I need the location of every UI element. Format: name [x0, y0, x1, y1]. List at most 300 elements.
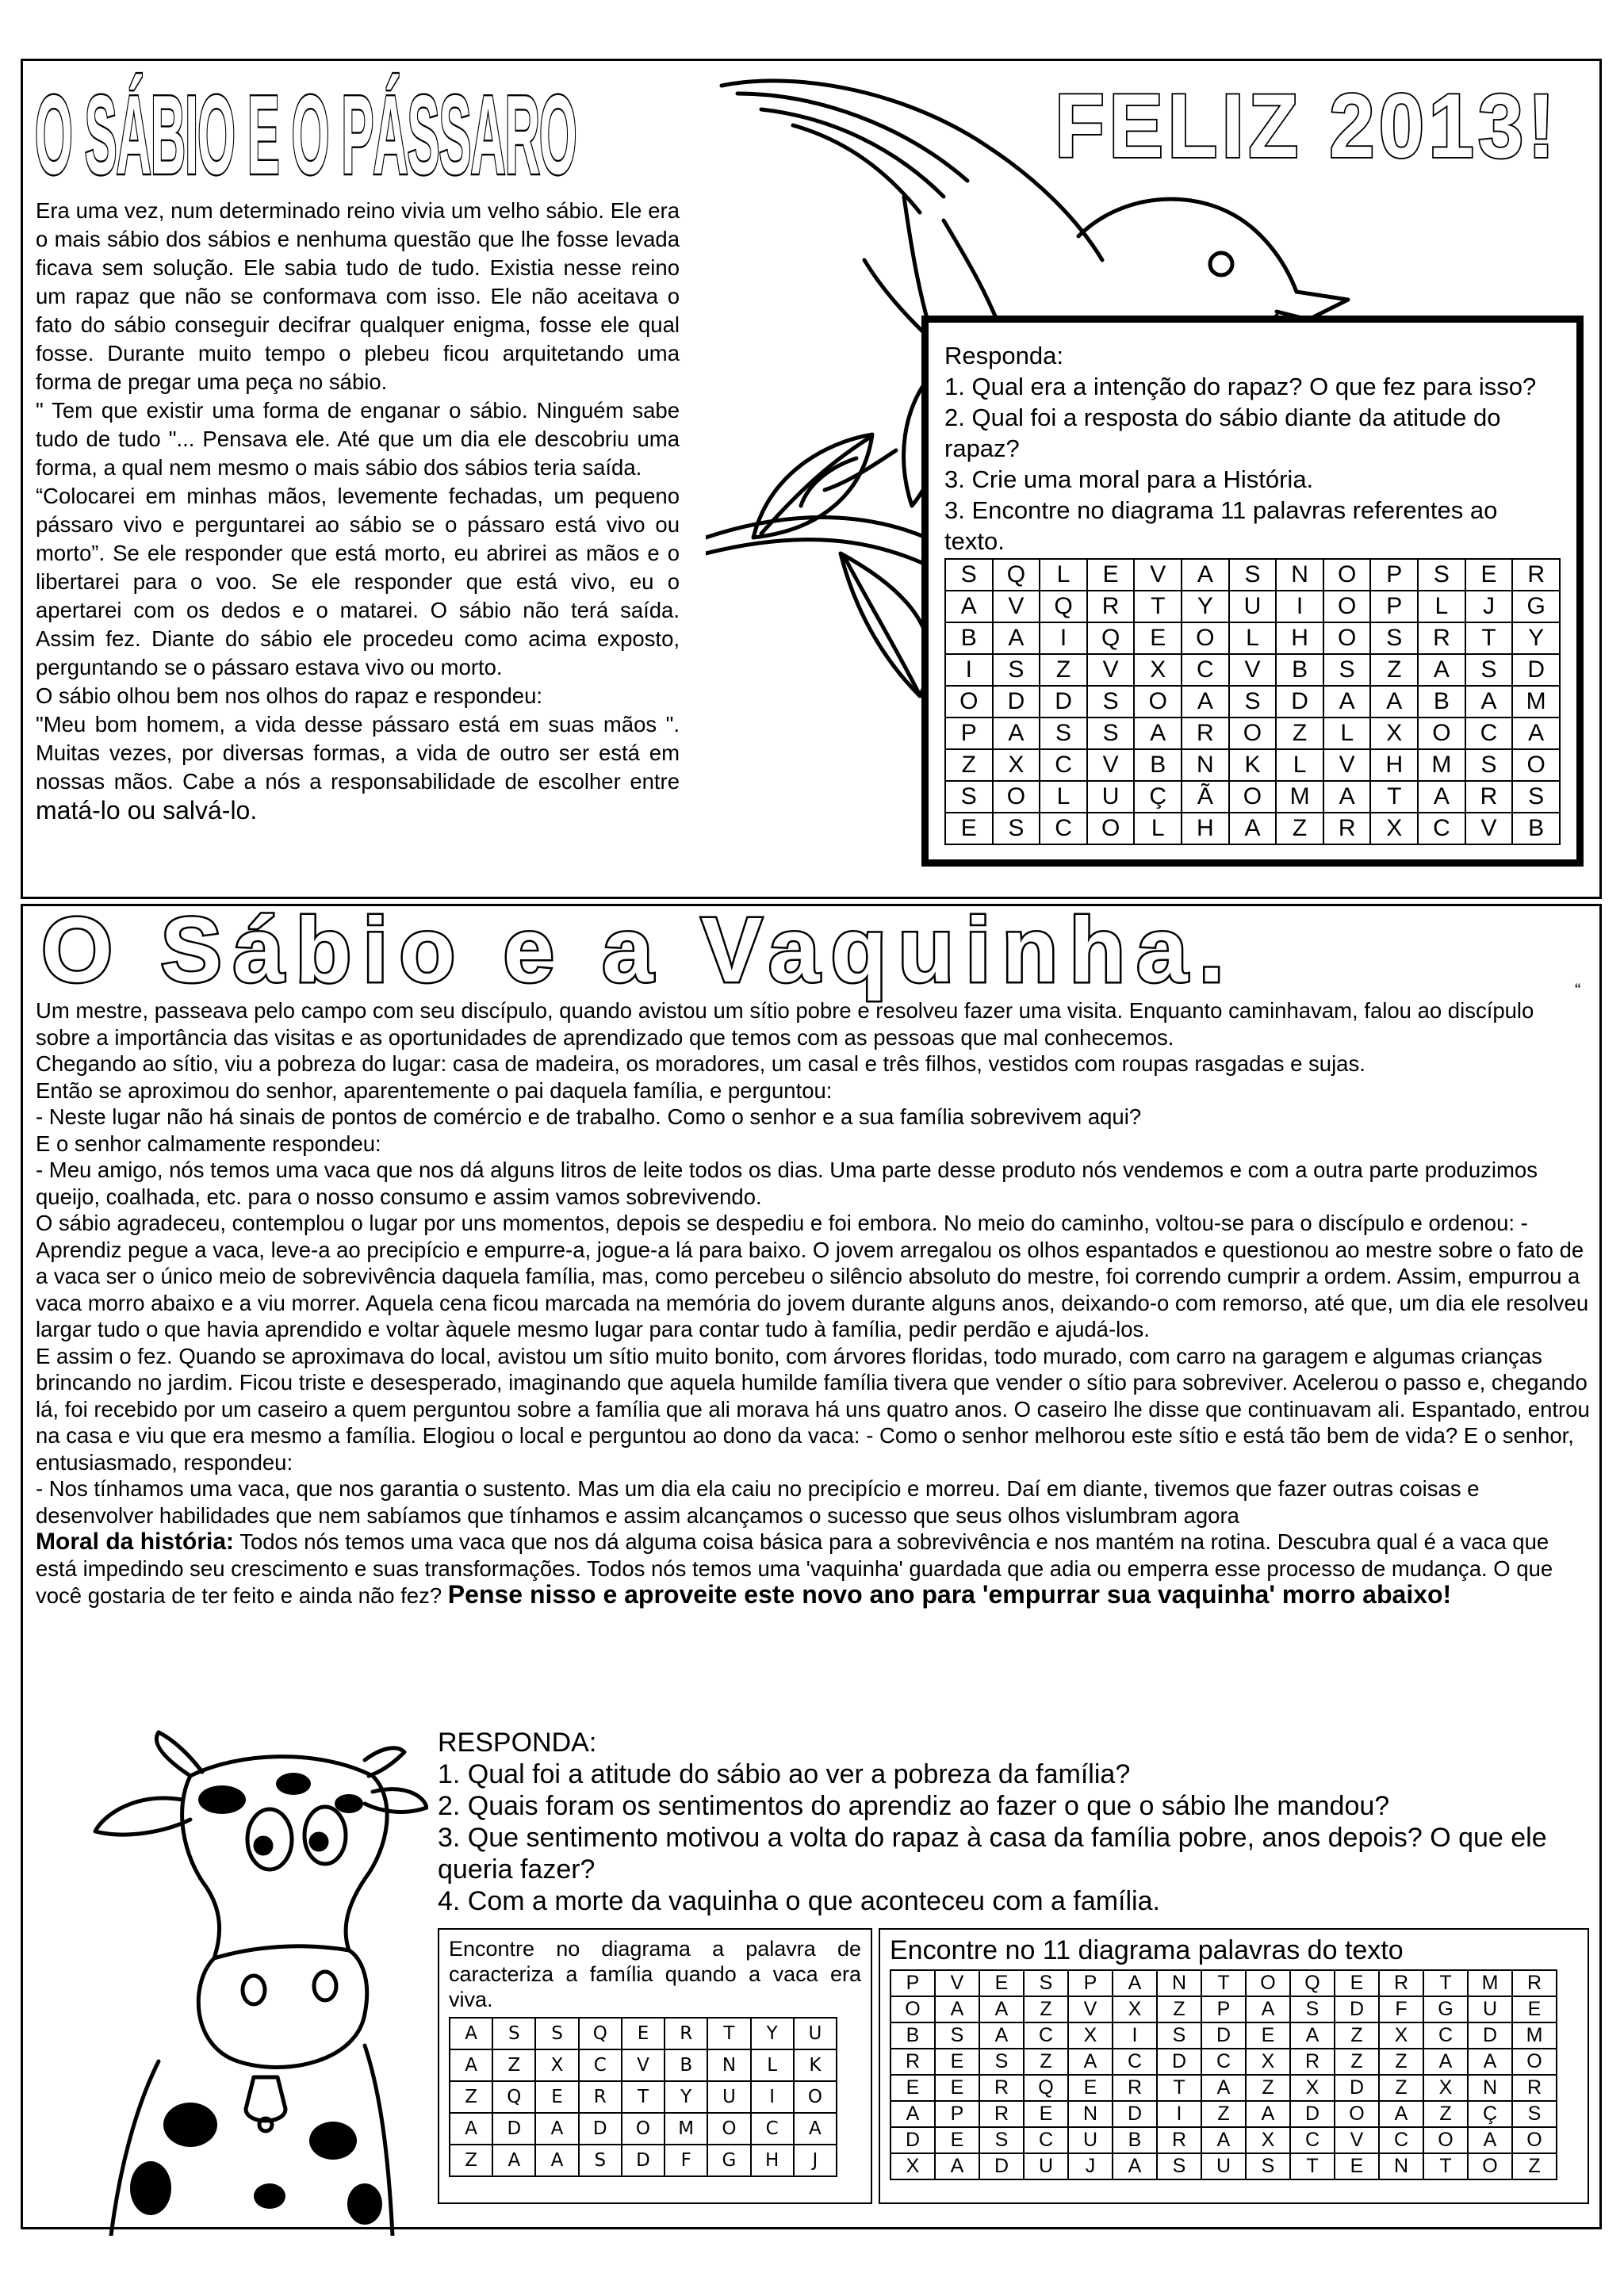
grid-cell: A [1465, 686, 1513, 718]
grid-cell: O [1182, 622, 1229, 654]
grid-cell: O [1323, 591, 1371, 622]
grid-row [945, 718, 1560, 749]
grid-cell: V [1087, 749, 1135, 781]
quote-mark: “ [1575, 980, 1581, 1000]
grid-cell: R [979, 2075, 1024, 2101]
grid-cell: D [1276, 686, 1323, 718]
grid-cell: E [1335, 1970, 1379, 1996]
grid-cell: A [794, 2113, 837, 2145]
grid-cell: X [1423, 2075, 1468, 2101]
grid-cell: X [535, 2049, 578, 2081]
small-box-header: Encontre no diagrama a palavra de caracteriza a família quando a vaca era viva. [449, 1937, 861, 2011]
grid-cell: A [1113, 2153, 1157, 2179]
grid-cell: D [993, 686, 1040, 718]
moral-paragraph [36, 1529, 1590, 1609]
grid-cell: C [1379, 2127, 1423, 2153]
grid-cell: V [1229, 654, 1277, 686]
grid-cell: Ç [1134, 781, 1182, 813]
grid-cell: U [1068, 2127, 1113, 2153]
moral-label: Moral da história: [36, 1529, 235, 1555]
grid-cell: M [1468, 1970, 1512, 1996]
grid-cell: E [979, 1970, 1024, 1996]
grid-cell: S [979, 2127, 1024, 2153]
grid-cell: L [1418, 591, 1465, 622]
grid-cell: J [794, 2145, 837, 2176]
grid-cell: Z [1335, 2049, 1379, 2075]
grid-cell: D [579, 2113, 622, 2145]
grid-cell: Ã [1182, 781, 1229, 813]
grid-cell: B [1276, 654, 1323, 686]
cow-nostril-right [314, 1972, 336, 2000]
grid-cell: S [1040, 718, 1087, 749]
grid-cell: R [891, 2049, 935, 2075]
grid-cell: O [1087, 813, 1135, 844]
grid-cell: Z [1379, 2049, 1423, 2075]
grid-cell: R [1087, 591, 1135, 622]
grid-cell: E [935, 2127, 979, 2153]
grid-cell: A [535, 2113, 578, 2145]
grid-cell: D [1290, 2101, 1335, 2127]
grid-cell: U [1201, 2153, 1246, 2179]
grid-cell: O [1134, 686, 1182, 718]
grid-cell: D [1040, 686, 1087, 718]
story-paragraph: Chegando ao sítio, viu a pobreza do lugar: casa de madeira, os moradores, um casal e três filhos, vestidos com roupas rasgadas e sujas. [36, 1051, 1365, 1076]
grid-cell: O [622, 2113, 665, 2145]
grid-cell: U [794, 2018, 837, 2049]
grid-cell: V [1134, 559, 1182, 591]
grid-cell: D [1157, 2049, 1201, 2075]
grid-cell: A [450, 2049, 492, 2081]
grid-cell: Q [1290, 1970, 1335, 1996]
story-paragraph: “Colocarei em minhas mãos, levemente fechadas, um pequeno pássaro vivo e perguntarei ao sábio se o pássaro está vivo ou morto”. Se ele responder que está morto, eu abrirei as mãos e o libertarei para o voo. Se ele responder que está vivo, eu o apertarei com os dedos e o matarei. O sábio não terá saída. Assim fez. Diante do sábio ele procedeu como acima exposto, perguntando se o pássaro estava vivo ou morto. [36, 484, 680, 679]
grid-cell: P [935, 2101, 979, 2127]
grid-cell: V [1323, 749, 1371, 781]
grid-cell: T [622, 2081, 665, 2113]
grid-cell: M [1276, 781, 1323, 813]
grid-cell: N [1068, 2101, 1113, 2127]
grid-cell: Q [1040, 591, 1087, 622]
grid-cell: C [1040, 749, 1087, 781]
grid-cell: A [1512, 718, 1560, 749]
grid-cell: T [1201, 1970, 1246, 1996]
grid-cell: T [1370, 781, 1418, 813]
grid-cell: B [891, 2022, 935, 2049]
grid-cell: A [993, 718, 1040, 749]
grid-cell: Z [1379, 2075, 1423, 2101]
grid-cell: H [1276, 622, 1323, 654]
grid-cell: Z [1024, 1996, 1068, 2022]
grid-cell: Y [1182, 591, 1229, 622]
grid-cell: V [935, 1970, 979, 1996]
grid-cell: D [1335, 1996, 1379, 2022]
grid-cell: O [1512, 749, 1560, 781]
story-end: matá-lo ou salvá-lo. [36, 796, 258, 825]
grid-cell: Z [450, 2145, 492, 2176]
grid-cell: O [1512, 2127, 1557, 2153]
question-1: 1. Qual foi a atitude do sábio ao ver a pobreza da família? [438, 1759, 1131, 1789]
grid-cell: U [1024, 2153, 1068, 2179]
grid-row [945, 781, 1560, 813]
grid-cell: J [1465, 591, 1513, 622]
grid-cell: Z [1423, 2101, 1468, 2127]
grid-cell: D [1512, 654, 1560, 686]
grid-cell: X [1068, 2022, 1113, 2049]
grid-cell: Q [492, 2081, 535, 2113]
grid-cell: A [1418, 781, 1465, 813]
grid-cell: T [1134, 591, 1182, 622]
grid-cell: S [1157, 2153, 1201, 2179]
grid-cell: I [1113, 2022, 1157, 2049]
grid-cell: E [1465, 559, 1513, 591]
grid-cell: A [1370, 686, 1418, 718]
grid-cell: X [1134, 654, 1182, 686]
grid-cell: C [1201, 2049, 1246, 2075]
grid-cell: N [1379, 2153, 1423, 2179]
grid-cell: O [1229, 718, 1277, 749]
question-3: 3. Que sentimento motivou a volta do rapaz à casa da família pobre, anos depois? O que ele queria fazer? [438, 1823, 1547, 1885]
grid-cell: L [1040, 559, 1087, 591]
grid-cell: A [1423, 2049, 1468, 2075]
grid-cell: S [1465, 749, 1513, 781]
grid-cell: S [1418, 559, 1465, 591]
grid-cell: A [935, 2153, 979, 2179]
story-paragraph: " Tem que existir uma forma de enganar o sábio. Ninguém sabe tudo de tudo "... Pensava ele. Até que um dia ele descobriu uma forma, a qual nem mesmo o mais sábio dos sábios teria saída. [36, 398, 680, 480]
grid-cell: D [622, 2145, 665, 2176]
grid-cell: C [1024, 2022, 1068, 2049]
grid-cell: S [1087, 718, 1135, 749]
grid-cell: R [1182, 718, 1229, 749]
big-box-header: Encontre no 11 diagrama palavras do texto [890, 1935, 1404, 1965]
grid-cell: X [1370, 813, 1418, 844]
story-paragraph: Então se aproximou do senhor, aparentemente o pai daquela família, e perguntou: [36, 1077, 833, 1103]
grid-row [891, 2049, 1557, 2075]
word-search-grid-small [449, 2017, 837, 2177]
grid-cell: Z [1024, 2049, 1068, 2075]
grid-cell: A [935, 1996, 979, 2022]
cow-spot [163, 2103, 217, 2147]
grid-row [891, 2153, 1557, 2179]
grid-cell: L [1323, 718, 1371, 749]
grid-cell: D [1335, 2075, 1379, 2101]
grid-cell: E [1134, 622, 1182, 654]
grid-cell: A [1201, 2075, 1246, 2101]
story-paragraph: - Meu amigo, nós temos uma vaca que nos dá alguns litros de leite todos os dias. Uma parte desse produto nós vendemos e com a outra parte produzimos queijo, coalhada, etc. para o nosso consumo e assim vamos sobrevivendo. [36, 1158, 1538, 1209]
grid-cell: S [1024, 1970, 1068, 1996]
word-search-box-large [879, 1928, 1589, 2204]
grid-cell: T [1423, 2153, 1468, 2179]
grid-cell: B [665, 2049, 707, 2081]
grid-cell: L [1134, 813, 1182, 844]
grid-cell: P [1370, 559, 1418, 591]
grid-cell: K [794, 2049, 837, 2081]
grid-cell: Z [1201, 2101, 1246, 2127]
grid-cell: O [1229, 781, 1277, 813]
grid-cell: R [1512, 559, 1560, 591]
grid-cell: C [1465, 718, 1513, 749]
grid-cell: S [993, 654, 1040, 686]
grid-cell: R [1465, 781, 1513, 813]
grid-cell: A [1323, 781, 1371, 813]
grid-cell: O [707, 2113, 750, 2145]
grid-cell: G [1512, 591, 1560, 622]
grid-cell: R [1512, 1970, 1557, 1996]
grid-cell: A [1229, 813, 1277, 844]
grid-cell: X [1246, 2049, 1290, 2075]
grid-cell: O [1418, 718, 1465, 749]
cow-nostril-left [243, 1976, 265, 2004]
grid-cell: A [450, 2113, 492, 2145]
grid-cell: M [1512, 2022, 1557, 2049]
grid-cell: S [492, 2018, 535, 2049]
grid-cell: L [751, 2049, 794, 2081]
grid-cell: D [1201, 2022, 1246, 2049]
grid-cell: S [1370, 622, 1418, 654]
story-paragraph: O sábio agradeceu, contemplou o lugar por uns momentos, depois se despediu e foi embora. No meio do caminho, voltou-se para o discípulo e ordenou: - Aprendiz pegue a vaca, leve-a ao precipício e empurre-a, jogue-a lá para baixo. O jovem arregalou os olhos espantados e questionou ao mestre sobre o fato de a vaca ser o único meio de sobrevivência daquela família, mas, como percebeu o silêncio absoluto do mestre, foi correndo cumprir a ordem. Assim, empurrou a vaca morro abaixo e a viu morrer. Aquela cena ficou marcada na memória do jovem durante alguns anos, deixando-o com remorso, até que, um dia ele resolveu largar tudo o que havia aprendido e voltar àquele mesmo lugar para contar tudo à família, pedir perdão e ajudá-los. [36, 1211, 1589, 1341]
grid-cell: E [1335, 2153, 1379, 2179]
story-paragraph: Um mestre, passeava pelo campo com seu discípulo, quando avistou um sítio pobre e resolveu fazer uma visita. Enquanto caminhavam, falou ao discípulo sobre a importância das visitas e as oportunidades de aprendizado que temos com as pessoas que mal conhecemos. [36, 998, 1534, 1050]
grid-cell: V [1465, 813, 1513, 844]
grid-cell: Y [1512, 622, 1560, 654]
story-paragraph: Era uma vez, num determinado reino vivia um velho sábio. Ele era o mais sábio dos sábios e nenhuma questão que lhe fosse levada ficava sem solução. Ele sabia tudo de tudo. Existia nesse reino um rapaz que não se conformava com isso. Ele não aceitava o fato do sábio conseguir decifrar qualquer enigma, fosse ele qual fosse. Durante muito tempo o plebeu ficou arquitetando uma forma de pregar uma peça no sábio. [36, 198, 680, 394]
grid-cell: V [1068, 1996, 1113, 2022]
grid-cell: O [1246, 1970, 1290, 1996]
grid-cell: H [1182, 813, 1229, 844]
moral-end: Pense nisso e aproveite este novo ano para 'empurrar sua vaquinha' morro abaixo! [447, 1580, 1452, 1609]
grid-cell: Z [450, 2081, 492, 2113]
grid-cell: B [1418, 686, 1465, 718]
grid-row [450, 2049, 837, 2081]
story-text-1 [36, 197, 680, 826]
cow-horn-right [365, 1748, 404, 1776]
question-header: Responda: [944, 342, 1063, 369]
grid-cell: D [979, 2153, 1024, 2179]
grid-cell: A [1182, 559, 1229, 591]
grid-cell: S [993, 813, 1040, 844]
grid-cell: Z [1335, 2022, 1379, 2049]
grid-cell: X [1246, 2127, 1290, 2153]
grid-cell: N [1182, 749, 1229, 781]
grid-cell: C [1290, 2127, 1335, 2153]
grid-cell: S [579, 2145, 622, 2176]
grid-cell: Q [1087, 622, 1135, 654]
grid-cell: A [979, 1996, 1024, 2022]
grid-cell: L [1229, 622, 1277, 654]
question-4: 3. Encontre no diagrama 11 palavras referentes ao texto. [944, 496, 1498, 555]
grid-cell: S [945, 559, 993, 591]
word-search-box-small [438, 1928, 872, 2204]
story-text-2 [36, 997, 1590, 1609]
grid-row [450, 2081, 837, 2113]
grid-row [945, 749, 1560, 781]
grid-cell: T [1423, 1970, 1468, 1996]
story-paragraph: O sábio olhou bem nos olhos do rapaz e respondeu: [36, 683, 543, 708]
cow-spot [130, 2161, 171, 2215]
grid-cell: P [945, 718, 993, 749]
grid-row [891, 2022, 1557, 2049]
grid-cell: R [1512, 2075, 1557, 2101]
grid-row [891, 1996, 1557, 2022]
section-2-title: O Sábio e a Vaquinha. [41, 898, 1235, 1001]
grid-cell: E [891, 2075, 935, 2101]
grid-cell: Z [1276, 813, 1323, 844]
grid-cell: R [665, 2018, 707, 2049]
grid-cell: Z [492, 2049, 535, 2081]
grid-cell: D [891, 2127, 935, 2153]
grid-cell: O [794, 2081, 837, 2113]
grid-row [891, 2101, 1557, 2127]
grid-cell: V [622, 2049, 665, 2081]
grid-cell: Z [1040, 654, 1087, 686]
grid-cell: B [1512, 813, 1560, 844]
grid-cell: P [1370, 591, 1418, 622]
grid-cell: N [1468, 2075, 1512, 2101]
grid-cell: N [707, 2049, 750, 2081]
grid-cell: Z [1157, 1996, 1201, 2022]
cow-spot [276, 1773, 311, 1795]
grid-cell: R [579, 2081, 622, 2113]
grid-cell: A [1323, 686, 1371, 718]
grid-cell: A [945, 591, 993, 622]
grid-cell: U [1087, 781, 1135, 813]
grid-cell: Y [751, 2018, 794, 2049]
grid-cell: O [1512, 2049, 1557, 2075]
grid-row [891, 1970, 1557, 1996]
grid-cell: P [891, 1970, 935, 1996]
grid-cell: O [993, 781, 1040, 813]
grid-cell: E [535, 2081, 578, 2113]
question-2: 2. Quais foram os sentimentos do aprendiz ao fazer o que o sábio lhe mandou? [438, 1791, 1390, 1821]
grid-cell: I [1276, 591, 1323, 622]
grid-cell: X [1370, 718, 1418, 749]
cow-bell [246, 2077, 285, 2121]
grid-cell: I [945, 654, 993, 686]
grid-cell: S [1465, 654, 1513, 686]
grid-row [450, 2113, 837, 2145]
grid-cell: S [1323, 654, 1371, 686]
cow-illustration [32, 1728, 428, 2236]
grid-cell: Q [1024, 2075, 1068, 2101]
story-paragraph [36, 710, 680, 826]
grid-cell: T [1157, 2075, 1201, 2101]
grid-cell: A [1246, 2101, 1290, 2127]
grid-cell: X [1290, 2075, 1335, 2101]
grid-cell: A [1418, 654, 1465, 686]
grid-cell: S [979, 2049, 1024, 2075]
grid-cell: A [450, 2018, 492, 2049]
grid-cell: S [935, 2022, 979, 2049]
grid-cell: A [1201, 2127, 1246, 2153]
banner-feliz-2013: FELIZ 2013! [1055, 75, 1560, 177]
grid-cell: Q [579, 2018, 622, 2049]
grid-cell: M [1418, 749, 1465, 781]
grid-cell: O [1335, 2101, 1379, 2127]
section-1-title: O SÁBIO E O PÁSSARO [35, 72, 576, 198]
grid-cell: C [1182, 654, 1229, 686]
grid-cell: R [1323, 813, 1371, 844]
grid-cell: C [751, 2113, 794, 2145]
grid-cell: A [1134, 718, 1182, 749]
grid-cell: M [1512, 686, 1560, 718]
grid-cell: E [1024, 2101, 1068, 2127]
grid-cell: G [707, 2145, 750, 2176]
grid-cell: L [1040, 781, 1087, 813]
grid-cell: X [1113, 1996, 1157, 2022]
grid-cell: Z [1246, 2075, 1290, 2101]
grid-cell: C [1024, 2127, 1068, 2153]
bird-eye [1210, 253, 1232, 275]
grid-cell: Z [945, 749, 993, 781]
cow-spot [347, 2183, 382, 2225]
grid-cell: A [1468, 2127, 1512, 2153]
question-1: 1. Qual era a intenção do rapaz? O que fez para isso? [944, 373, 1537, 400]
grid-cell: T [1465, 622, 1513, 654]
grid-cell: S [1512, 781, 1560, 813]
cow-horn-left [156, 1732, 202, 1776]
grid-cell: E [1068, 2075, 1113, 2101]
grid-cell: I [1157, 2101, 1201, 2127]
grid-cell: S [1087, 686, 1135, 718]
grid-cell: T [707, 2018, 750, 2049]
grid-cell: E [935, 2049, 979, 2075]
grid-cell: R [1290, 2049, 1335, 2075]
story-paragraph-text: "Meu bom homem, a vida desse pássaro está em suas mãos ". Muitas vezes, por diversas formas, a vida de outro ser está em nossas mãos. Cabe a nós a responsabilidade de escolher entre [36, 712, 680, 794]
cow-spot [254, 2183, 285, 2209]
grid-cell: E [1246, 2022, 1290, 2049]
word-search-grid-1 [944, 558, 1561, 845]
grid-cell: Z [1276, 718, 1323, 749]
grid-cell: E [945, 813, 993, 844]
grid-cell: I [751, 2081, 794, 2113]
grid-cell: D [1468, 2022, 1512, 2049]
grid-cell: C [1113, 2049, 1157, 2075]
grid-cell: Z [1512, 2153, 1557, 2179]
cow-muzzle [198, 1946, 366, 2068]
grid-cell: P [1201, 1996, 1246, 2022]
grid-cell: S [535, 2018, 578, 2049]
grid-row [945, 591, 1560, 622]
story-paragraph: - Neste lugar não há sinais de pontos de comércio e de trabalho. Como o senhor e a sua família sobrevivem aqui? [36, 1104, 1142, 1129]
grid-cell: A [979, 2022, 1024, 2049]
grid-cell: U [1229, 591, 1277, 622]
cow-ear-left [95, 1798, 190, 1835]
grid-cell: F [665, 2145, 707, 2176]
grid-cell: I [1040, 622, 1087, 654]
grid-cell: R [1418, 622, 1465, 654]
grid-cell: X [891, 2153, 935, 2179]
grid-row [450, 2145, 837, 2176]
grid-cell: J [1068, 2153, 1113, 2179]
grid-cell: R [1379, 1970, 1423, 1996]
grid-cell: S [1246, 2153, 1290, 2179]
grid-cell: S [1290, 1996, 1335, 2022]
grid-cell: A [1113, 1970, 1157, 1996]
grid-cell: H [751, 2145, 794, 2176]
grid-cell: S [1229, 686, 1277, 718]
grid-cell: K [1229, 749, 1277, 781]
grid-cell: U [1468, 1996, 1512, 2022]
grid-cell: Ç [1468, 2101, 1512, 2127]
grid-cell: X [993, 749, 1040, 781]
grid-cell: A [1182, 686, 1229, 718]
story-paragraph: E assim o fez. Quando se aproximava do local, avistou um sítio muito bonito, com árvores floridas, todo murado, com carro na garagem e algumas crianças brincando no jardim. Ficou triste e desesperado, imaginando que aquela humilde família tivera que vender o sítio para sobreviver. Acelerou o passo e, chegando lá, foi recebido por um caseiro a quem perguntou sobre a família que ali morava há uns quatro anos. O caseiro lhe disse que continuavam ali. Espantado, entrou na casa e viu que era mesmo a família. Elogiou o local e perguntou ao dono da vaca: - Como o senhor melhorou este sítio e está tão bem de vida? E o senhor, entusiasmado, respondeu: [36, 1343, 1590, 1475]
grid-cell: D [1113, 2101, 1157, 2127]
grid-cell: A [891, 2101, 935, 2127]
grid-cell: E [622, 2018, 665, 2049]
grid-cell: O [1323, 622, 1371, 654]
grid-cell: M [665, 2113, 707, 2145]
cow-ear-right [365, 1789, 427, 1812]
grid-cell: B [1134, 749, 1182, 781]
